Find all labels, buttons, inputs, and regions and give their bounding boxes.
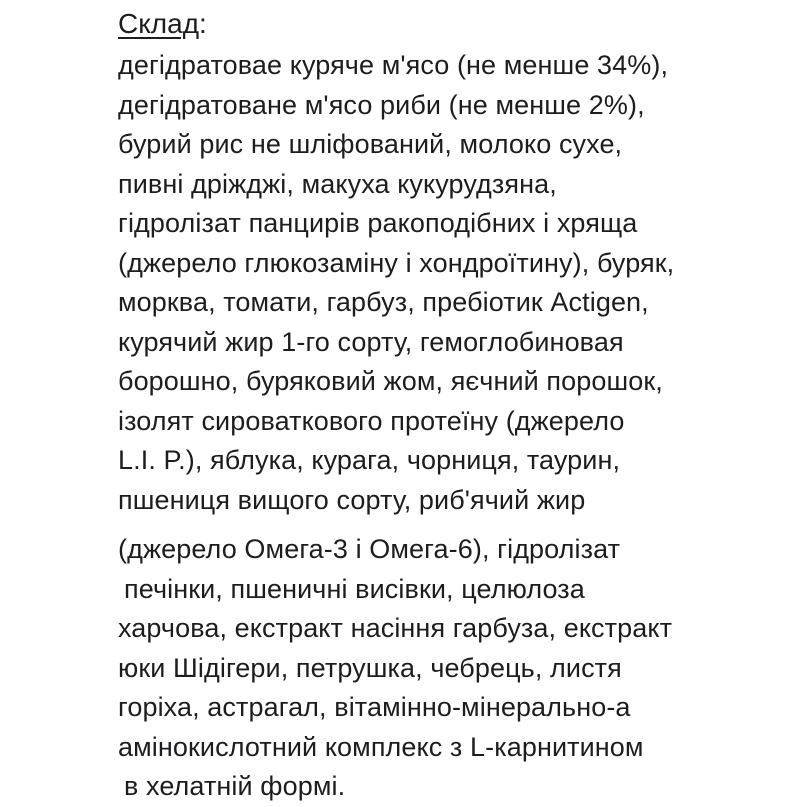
ingredients-line: ізолят сироваткового протеїну (джерело xyxy=(118,405,625,436)
ingredients-line: горіха, астрагал, вітамінно-мінерально-а xyxy=(118,692,631,722)
ingredients-text-block xyxy=(118,46,760,807)
ingredients-line: юки Шідігери, петрушка, чебрець, листя xyxy=(118,652,622,683)
ingredients-line: бурий рис не шліфований, молоко сухе, xyxy=(118,129,623,159)
ingredients-line: дегідратоване м'ясо риби (не менше 2%), xyxy=(118,89,645,120)
ingredients-line: (джерело Омега-3 і Омега-6), гідролізат xyxy=(118,534,621,564)
ingredients-line: харчова, екстракт насіння гарбуза, екстракт xyxy=(118,613,673,643)
heading-word: Склад xyxy=(118,8,200,39)
ingredients-line: в хелатній формі. xyxy=(124,771,346,801)
ingredients-line: L.I. P.), яблука, курага, чорниця, таурин, xyxy=(118,445,621,475)
document-heading xyxy=(118,4,760,44)
ingredients-line: (джерело глюкозаміну і хондроїтину), буряк, xyxy=(118,247,675,278)
heading-colon: : xyxy=(199,8,207,39)
ingredients-line: гідролізат панцирів ракоподібних і хряща xyxy=(118,208,638,238)
ingredients-line: морква, томати, гарбуз, пребіотик Actigen, xyxy=(118,287,649,317)
ingredients-line: курячий жир 1-го сорту, гемоглобиновая xyxy=(118,326,624,357)
ingredients-line: пшениця вищого сорту, риб'ячий жир xyxy=(118,484,586,515)
ingredients-line: борошно, буряковий жом, яєчний порошок, xyxy=(118,366,663,396)
ingredients-line: пивні дріжджі, макуха кукурудзяна, xyxy=(118,168,557,199)
ingredients-line: дегідратовае куряче м'ясо (не менше 34%), xyxy=(118,50,669,80)
ingredients-line: амінокислотний комплекс з L-карнитином xyxy=(118,731,644,762)
ingredients-line: печінки, пшеничні висівки, целюлоза xyxy=(124,573,585,604)
